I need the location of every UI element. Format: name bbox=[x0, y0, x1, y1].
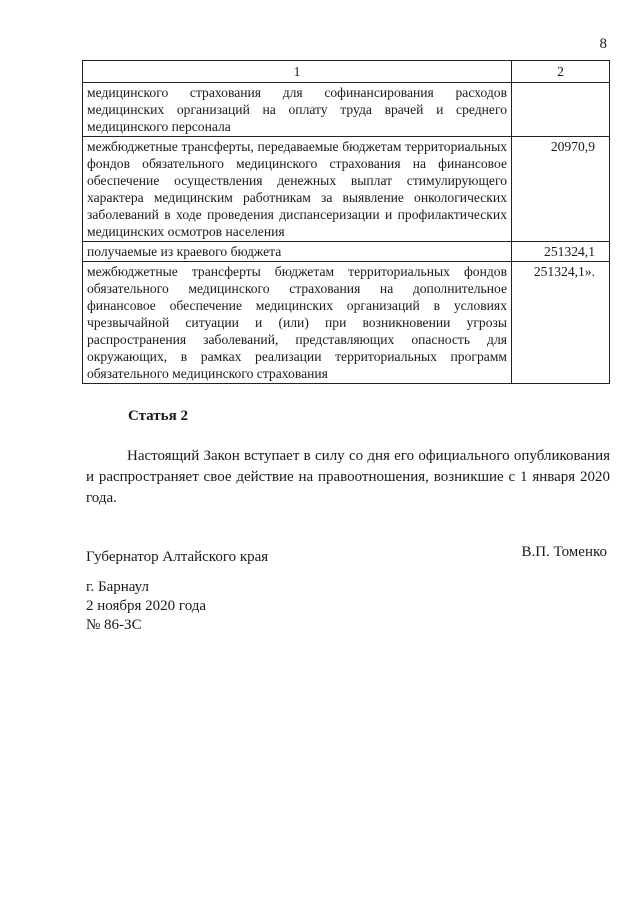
table-header-col-1: 1 bbox=[83, 61, 512, 83]
table-cell-value: 251324,1». bbox=[512, 262, 610, 384]
table-cell-text: межбюджетные трансферты бюджетам территориальных фондов обязательного медицинского страхования на дополнительное финансовое обеспечение медицинских организаций в условиях чрезвычайной ситуации и (или) при возникновении угрозы распространения заболеваний, представляющих опасность для окружающих, в рамках реализации территориальных программ обязательного медицинского страхования bbox=[83, 262, 512, 384]
article-text: Настоящий Закон вступает в силу со дня его официального опубликования и распространяет свое действие на правоотношения, возникшие с 1 января 2020 года. bbox=[86, 448, 610, 506]
governor-name: В.П. Томенко bbox=[521, 544, 607, 560]
place-date-block bbox=[86, 578, 206, 635]
table-cell-text: медицинского страхования для софинансирования расходов медицинских организаций на оплату труда врачей и среднего медицинского персонала bbox=[83, 83, 512, 137]
table-row bbox=[83, 242, 610, 262]
city: г. Барнаул bbox=[86, 579, 149, 595]
table-cell-value bbox=[512, 83, 610, 137]
table-cell-value: 251324,1 bbox=[512, 242, 610, 262]
table-cell-text: получаемые из краевого бюджета bbox=[83, 242, 512, 262]
table-cell-text: межбюджетные трансферты, передаваемые бюджетам территориальных фондов обязательного медицинского страхования на финансовое обеспечение осуществления денежных выплат стимулирующего характера медицинским работникам за выявление онкологических заболеваний в ходе проведения диспансеризации и профилактических медицинских осмотров населения bbox=[83, 137, 512, 242]
law-date: 2 ноября 2020 года bbox=[86, 598, 207, 614]
governor-title: Губернатор Алтайского края bbox=[86, 549, 269, 565]
table-row bbox=[83, 137, 610, 242]
page-number: 8 bbox=[599, 36, 607, 52]
table-header-row bbox=[83, 61, 610, 83]
law-number: № 86-ЗС bbox=[86, 617, 142, 633]
table-row bbox=[83, 262, 610, 384]
table-row bbox=[83, 83, 610, 137]
table-header-col-2: 2 bbox=[512, 61, 610, 83]
budget-table bbox=[82, 60, 610, 384]
article-title: Статья 2 bbox=[128, 408, 188, 424]
table-cell-value: 20970,9 bbox=[512, 137, 610, 242]
